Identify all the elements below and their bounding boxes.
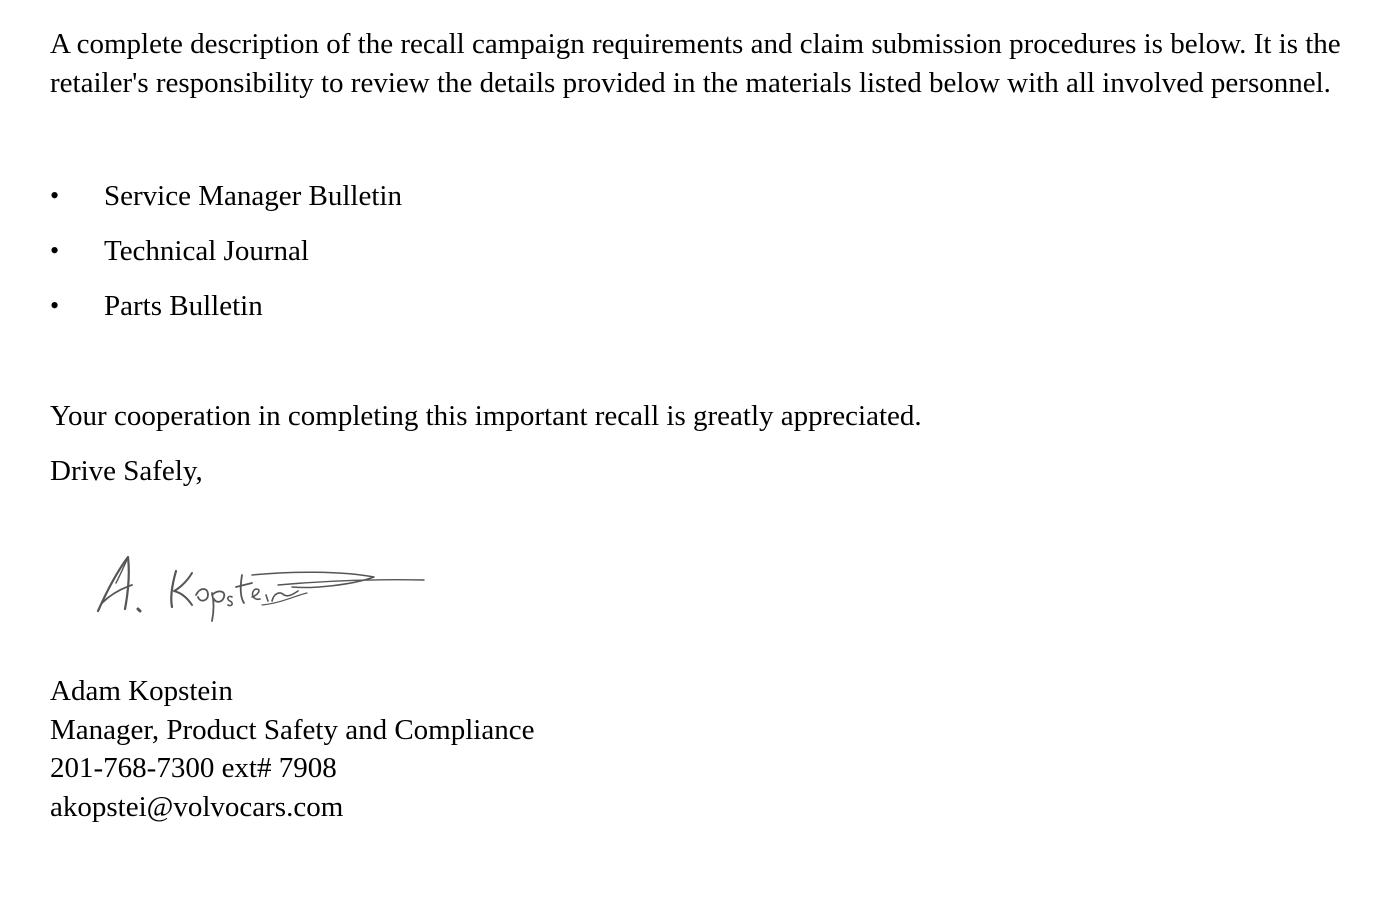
signer-title: Manager, Product Safety and Compliance bbox=[50, 713, 535, 746]
closing-paragraph: Your cooperation in completing this important recall is greatly appreciated. bbox=[50, 400, 922, 432]
material-parts-bulletin: Parts Bulletin bbox=[104, 290, 263, 322]
bullet-icon: • bbox=[50, 181, 60, 210]
signer-block bbox=[50, 672, 534, 826]
material-service-manager-bulletin: Service Manager Bulletin bbox=[104, 180, 402, 212]
bullet-icon: • bbox=[50, 236, 60, 265]
signer-phone: 201-768-7300 ext# 7908 bbox=[50, 752, 337, 784]
material-technical-journal: Technical Journal bbox=[104, 235, 309, 267]
intro-paragraph: A complete description of the recall campaign requirements and claim submission procedures is below. It is the retailer's responsibility to review the details provided in the materials listed below with all involved personnel. bbox=[50, 28, 1341, 99]
signer-name: Adam Kopstein bbox=[50, 675, 233, 707]
valediction: Drive Safely, bbox=[50, 455, 203, 487]
signer-email: akopstei@volvocars.com bbox=[50, 790, 344, 823]
bullet-icon: • bbox=[50, 291, 60, 320]
signature-image bbox=[92, 545, 432, 630]
